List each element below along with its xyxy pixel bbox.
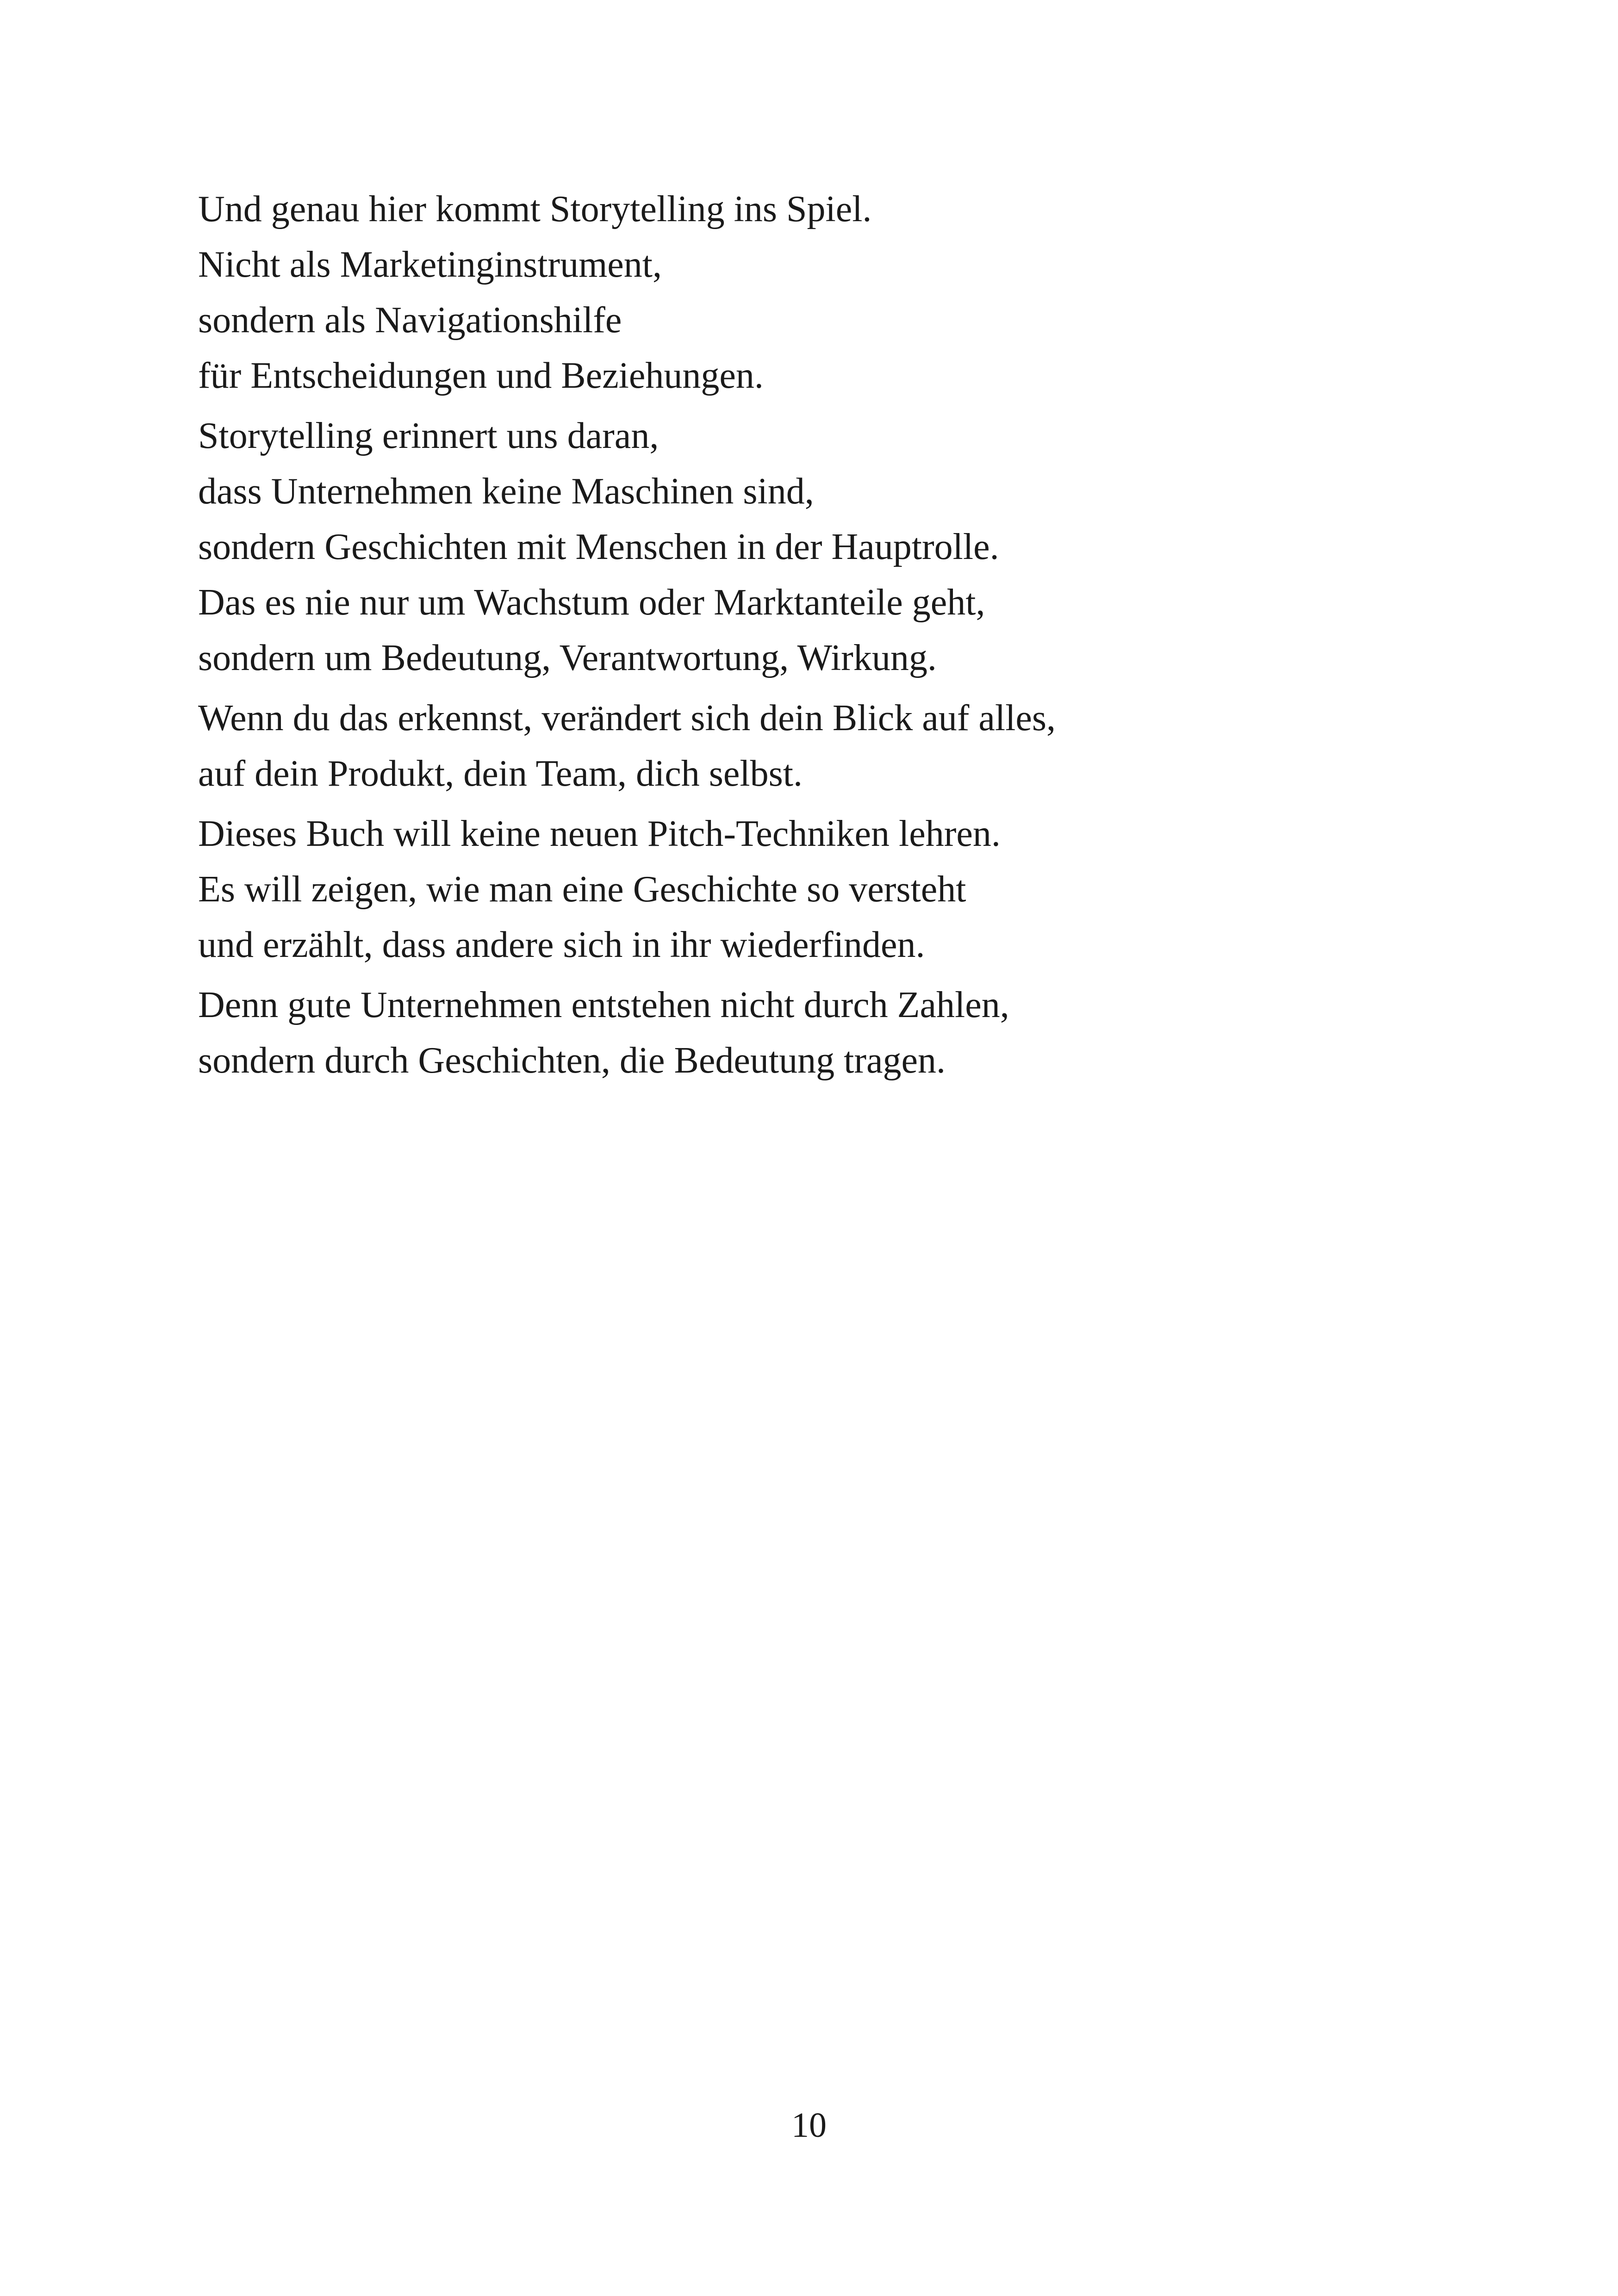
text-line: sondern durch Geschichten, die Bedeutung tragen. xyxy=(198,1040,946,1081)
text-line: Nicht als Marketinginstrument, xyxy=(198,244,662,285)
text-line: dass Unternehmen keine Maschinen sind, xyxy=(198,471,814,512)
text-line: Es will zeigen, wie man eine Geschichte so versteht xyxy=(198,869,966,910)
paragraph xyxy=(198,181,1448,403)
text-line: auf dein Produkt, dein Team, dich selbst. xyxy=(198,753,803,794)
text-line: sondern als Navigationshilfe xyxy=(198,300,622,341)
body-text xyxy=(198,181,1448,1088)
paragraph xyxy=(198,690,1448,801)
paragraph xyxy=(198,806,1448,973)
text-line: für Entscheidungen und Beziehungen. xyxy=(198,355,764,396)
text-line: Das es nie nur um Wachstum oder Marktanteile geht, xyxy=(198,582,985,623)
text-line: Denn gute Unternehmen entstehen nicht durch Zahlen, xyxy=(198,985,1009,1025)
page-number: 10 xyxy=(791,2106,827,2145)
text-line: Storytelling erinnert uns daran, xyxy=(198,416,659,456)
text-line: Dieses Buch will keine neuen Pitch-Techniken lehren. xyxy=(198,813,1001,854)
paragraph xyxy=(198,977,1448,1088)
text-line: sondern Geschichten mit Menschen in der Hauptrolle. xyxy=(198,527,999,567)
paragraph xyxy=(198,408,1448,686)
text-line: Wenn du das erkennst, verändert sich dein Blick auf alles, xyxy=(198,698,1056,738)
text-line: und erzählt, dass andere sich in ihr wiederfinden. xyxy=(198,925,925,965)
text-line: Und genau hier kommt Storytelling ins Spiel. xyxy=(198,189,872,230)
text-line: sondern um Bedeutung, Verantwortung, Wirkung. xyxy=(198,638,937,678)
